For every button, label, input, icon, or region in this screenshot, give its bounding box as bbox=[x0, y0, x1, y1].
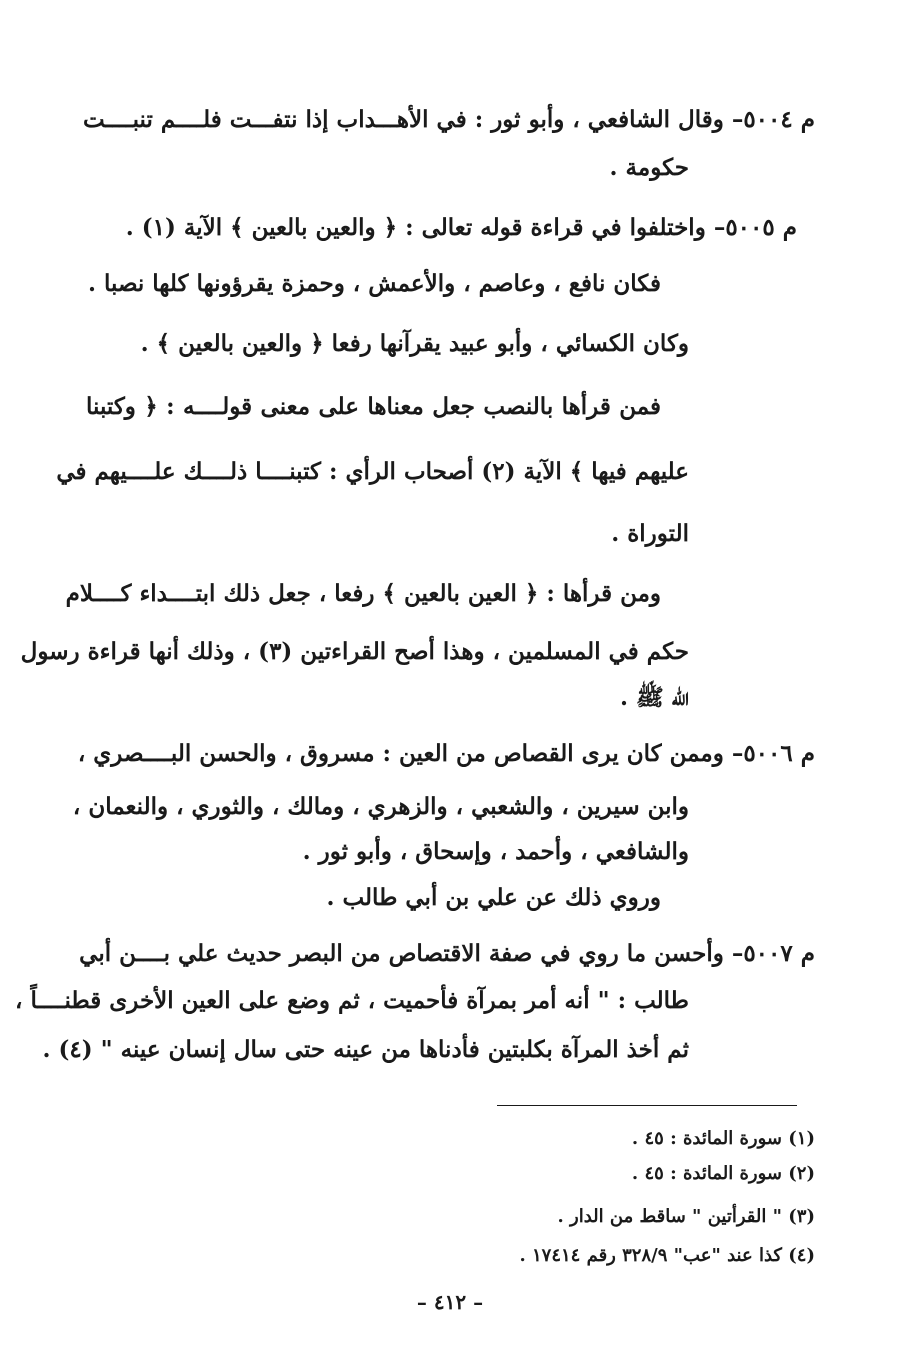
footnote: (٢) سورة المائدة : ٤٥ . bbox=[631, 1163, 815, 1184]
text-line: وابن سيرين ، والشعبي ، والزهري ، ومالك ، والثوري ، والنعمان ، bbox=[72, 793, 689, 820]
text-line: م ٥٠٠٦– وممن كان يرى القصاص من العين : مسروق ، والحسن البــــصري ، bbox=[77, 740, 815, 767]
footnote: (١) سورة المائدة : ٤٥ . bbox=[631, 1128, 815, 1149]
text-line: ثم أخذ المرآة بكلبتين فأدناها من عينه حتى سال إنسان عينه " (٤) . bbox=[42, 1036, 689, 1063]
text-line: وكان الكسائي ، وأبو عبيد يقرآنها رفعا ﴿ والعين بالعين ﴾ . bbox=[140, 330, 689, 357]
text-line: ومن قرأها : ﴿ العين بالعين ﴾ رفعا ، جعل ذلك ابتــــداء كــــلام bbox=[65, 580, 661, 607]
text-line: عليهم فيها ﴾ الآية (٢) أصحاب الرأي : كتبنــــا ذلــــك علــــيهم في bbox=[56, 458, 689, 485]
page-number: – ٤١٢ – bbox=[416, 1290, 484, 1314]
text-line: م ٥٠٠٤– وقال الشافعي ، وأبو ثور : في الأهـــداب إذا نتفـــت فلــــم تنبــــت bbox=[83, 106, 815, 133]
text-line: م ٥٠٠٥– واختلفوا في قراءة قوله تعالى : ﴿ والعين بالعين ﴾ الآية (١) . bbox=[125, 214, 797, 241]
text-line: حكم في المسلمين ، وهذا أصح القراءتين (٣) ، وذلك أنها قراءة رسول bbox=[20, 638, 689, 665]
footnote-separator bbox=[497, 1105, 797, 1106]
text-line: التوراة . bbox=[611, 520, 689, 547]
text-line: حكومة . bbox=[609, 154, 689, 181]
text-line: فمن قرأها بالنصب جعل معناها على معنى قولــــه : ﴿ وكتبنا bbox=[86, 393, 661, 420]
text-line: الله ﷺ . bbox=[620, 684, 689, 711]
footnote: (٤) كذا عند "عب" ٣٢٨/٩ رقم ١٧٤١٤ . bbox=[519, 1245, 815, 1266]
text-line: طالب : " أنه أمر بمرآة فأحميت ، ثم وضع على العين الأخرى قطنــــاً ، bbox=[15, 987, 689, 1014]
text-line: م ٥٠٠٧– وأحسن ما روي في صفة الاقتصاص من البصر حديث علي بــــن أبي bbox=[79, 940, 815, 967]
text-line: والشافعي ، وأحمد ، وإسحاق ، وأبو ثور . bbox=[302, 838, 689, 865]
footnote: (٣) " القرأتين " ساقط من الدار . bbox=[557, 1206, 815, 1227]
text-line: وروي ذلك عن علي بن أبي طالب . bbox=[326, 884, 661, 911]
text-line: فكان نافع ، وعاصم ، والأعمش ، وحمزة يقرؤونها كلها نصبا . bbox=[87, 270, 661, 297]
